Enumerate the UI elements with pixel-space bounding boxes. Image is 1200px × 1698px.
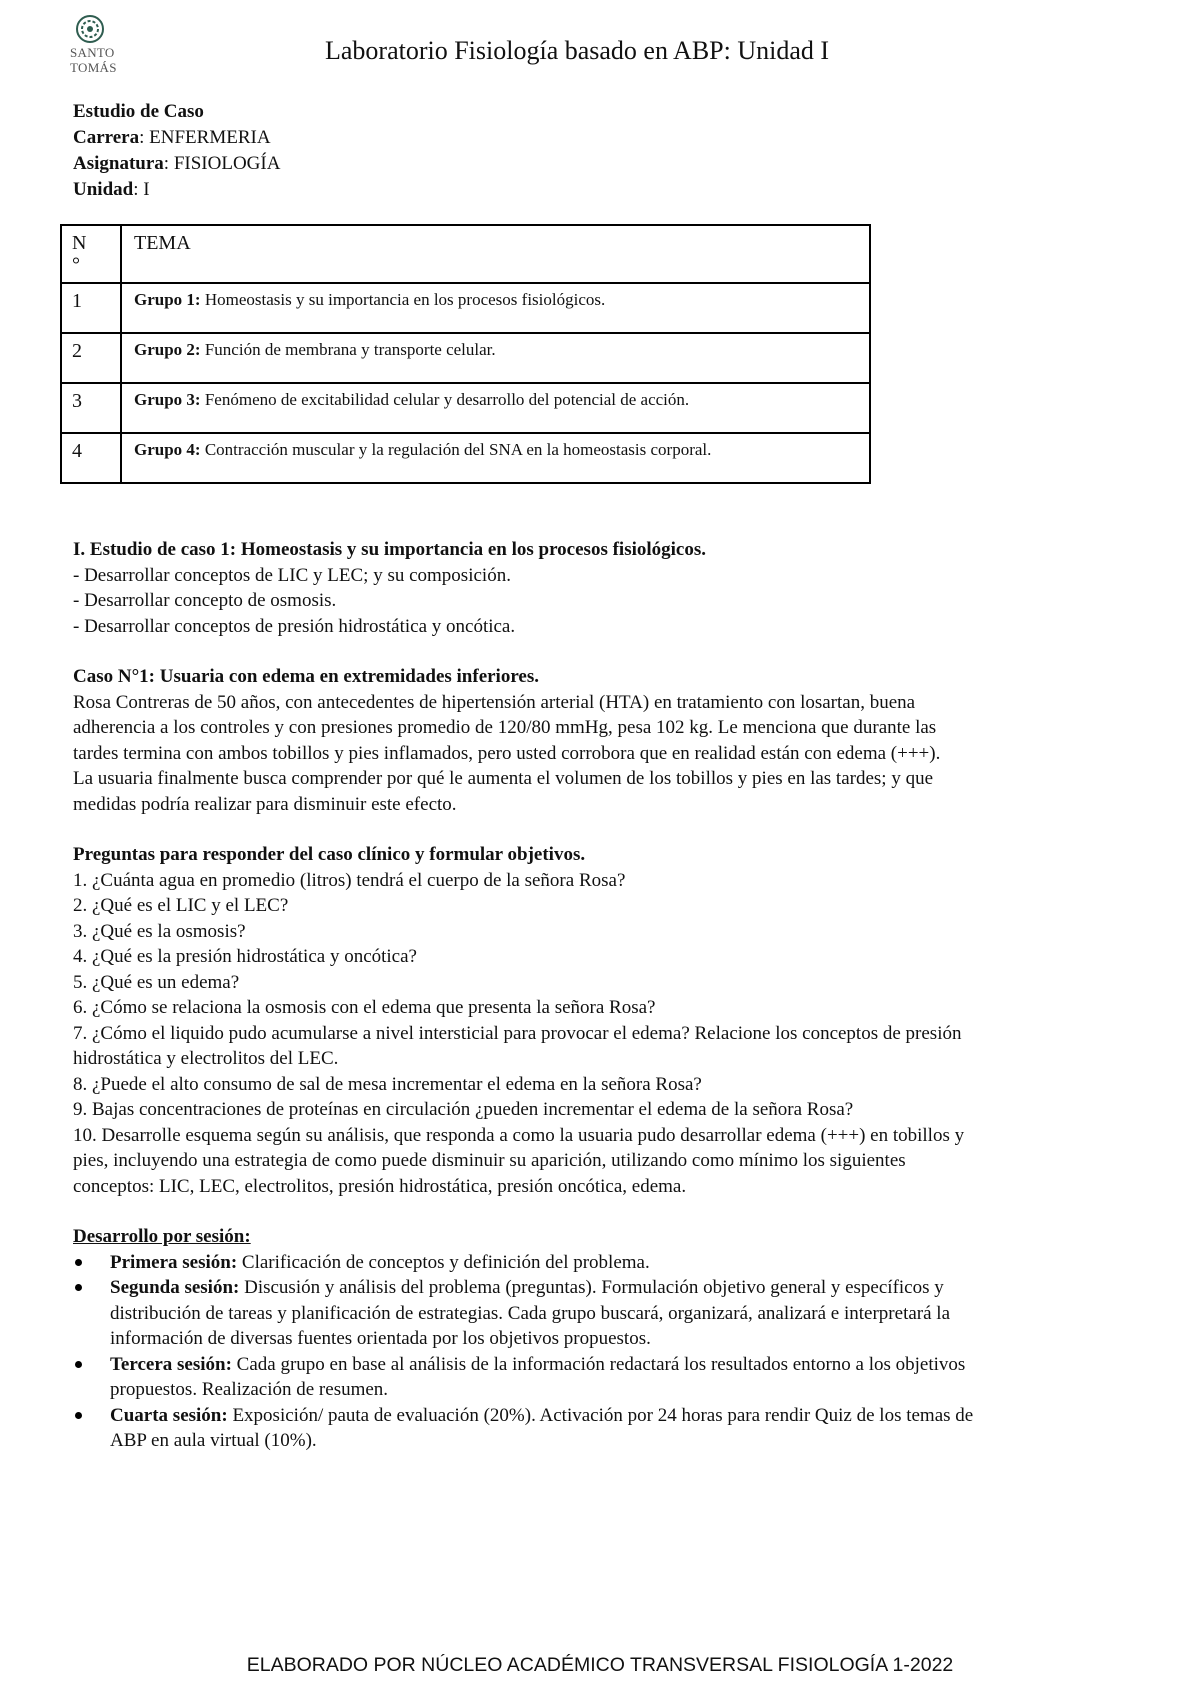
case-line: La usuaria finalmente busca comprender por qué le aumenta el volumen de los tobillos y pies en las tardes; y que	[73, 768, 934, 789]
logo-name-line2: TOMÁS	[70, 60, 117, 75]
sessions-heading: Desarrollo por sesión:	[73, 1226, 251, 1247]
session-text: Clarificación de conceptos y definición del problema.	[237, 1251, 650, 1273]
session-text: Exposición/ pauta de evaluación (20%). Activación por 24 horas para rendir Quiz de los temas de	[227, 1404, 974, 1426]
carrera-label: Carrera	[73, 127, 140, 148]
header-num-line2: °	[72, 254, 80, 276]
case-meta	[73, 99, 280, 203]
bullet-icon	[75, 1259, 82, 1266]
question-line: hidrostática y electrolitos del LEC.	[73, 1048, 339, 1069]
session-text: Discusión y análisis del problema (preguntas). Formulación objetivo general y específicos y	[239, 1277, 944, 1298]
case-line: Rosa Contreras de 50 años, con antecedentes de hipertensión arterial (HTA) en tratamiento con losartan, buena	[73, 691, 916, 713]
row-topic-cell	[121, 383, 870, 433]
question-line: 1. ¿Cuánta agua en promedio (litros) tendrá el cuerpo de la señora Rosa?	[73, 869, 626, 891]
institution-logo	[70, 14, 117, 75]
case-line: medidas podría realizar para disminuir este efecto.	[73, 793, 457, 815]
header-num-line1: N	[72, 232, 87, 254]
bullet-icon	[75, 1412, 82, 1419]
crest-icon	[75, 14, 105, 44]
case-line: adherencia a los controles y con presiones promedio de 120/80 mmHg, pesa 102 kg. Le menciona que durante las	[73, 717, 937, 738]
table-header-row	[61, 225, 870, 283]
question-line: 3. ¿Qué es la osmosis?	[73, 920, 246, 942]
study-heading: I. Estudio de caso 1: Homeostasis y su importancia en los procesos fisiológicos.	[73, 539, 707, 560]
document-body	[73, 537, 1133, 1454]
session-label: Cuarta sesión:	[110, 1404, 228, 1426]
questions-heading: Preguntas para responder del caso clínico y formular objetivos.	[73, 844, 586, 865]
row-num: 3	[61, 383, 121, 433]
row-topic: Fenómeno de excitabilidad celular y desarrollo del potencial de acción.	[200, 390, 690, 409]
table-row	[61, 333, 870, 383]
question-line: conceptos: LIC, LEC, electrolitos, presión hidrostática, presión oncótica, edema.	[73, 1175, 687, 1197]
unidad-value: : I	[133, 179, 150, 200]
question-line: 8. ¿Puede el alto consumo de sal de mesa incrementar el edema en la señora Rosa?	[73, 1073, 702, 1095]
row-group: Grupo 3:	[134, 390, 201, 409]
row-topic: Función de membrana y transporte celular.	[200, 340, 496, 359]
topics-table	[60, 224, 871, 484]
row-group: Grupo 2:	[134, 340, 201, 359]
header-tema: TEMA	[134, 232, 191, 254]
row-group: Grupo 4:	[134, 440, 201, 459]
footer-credit: ELABORADO POR NÚCLEO ACADÉMICO TRANSVERSAL FISIOLOGÍA 1-2022	[246, 1654, 954, 1676]
study-point: - Desarrollar conceptos de presión hidrostática y oncótica.	[73, 615, 516, 637]
session-label: Primera sesión:	[110, 1251, 238, 1273]
unidad-label: Unidad	[73, 179, 134, 200]
session-item	[73, 1352, 1133, 1403]
case-line: tardes termina con ambos tobillos y pies inflamados, pero usted corrobora que en realidad están con edema (+++).	[73, 742, 941, 764]
meta-heading: Estudio de Caso	[73, 101, 204, 122]
question-line: 4. ¿Qué es la presión hidrostática y oncótica?	[73, 946, 417, 967]
asignatura-value: : FISIOLOGÍA	[163, 153, 281, 174]
session-item	[73, 1250, 1133, 1276]
row-topic: Contracción muscular y la regulación del SNA en la homeostasis corporal.	[200, 440, 712, 459]
table-row	[61, 433, 870, 483]
study-point: - Desarrollar conceptos de LIC y LEC; y su composición.	[73, 564, 511, 586]
session-text: distribución de tareas y planificación de estrategias. Cada grupo buscará, organizará, analizará e interpretará la	[110, 1302, 950, 1324]
sessions-list	[73, 1250, 1133, 1454]
question-line: 7. ¿Cómo el liquido pudo acumularse a nivel intersticial para provocar el edema? Relacione los conceptos de presión	[73, 1022, 962, 1044]
session-item	[73, 1275, 1133, 1352]
row-topic-cell	[121, 433, 870, 483]
study-point: - Desarrollar concepto de osmosis.	[73, 590, 337, 611]
row-num: 2	[61, 333, 121, 383]
carrera-value: : ENFERMERIA	[139, 127, 271, 148]
session-text: información de diversas fuentes orientada por los objetivos propuestos.	[110, 1328, 651, 1349]
question-line: pies, incluyendo una estrategia de como puede disminuir su aparición, utilizando como mínimo los siguientes	[73, 1150, 906, 1171]
case-heading: Caso N°1: Usuaria con edema en extremidades inferiores.	[73, 666, 540, 687]
asignatura-label: Asignatura	[73, 153, 164, 174]
row-topic-cell	[121, 333, 870, 383]
session-text: ABP en aula virtual (10%).	[110, 1430, 317, 1451]
session-text: Cada grupo en base al análisis de la información redactará los resultados entorno a los objetivos	[231, 1353, 966, 1375]
session-label: Tercera sesión:	[110, 1353, 232, 1375]
table-row	[61, 383, 870, 433]
table-row	[61, 283, 870, 333]
row-topic-cell	[121, 283, 870, 333]
session-label: Segunda sesión:	[110, 1277, 240, 1298]
question-line: 2. ¿Qué es el LIC y el LEC?	[73, 895, 289, 916]
bullet-icon	[75, 1361, 82, 1368]
logo-name-line1: SANTO	[70, 45, 115, 60]
question-line: 5. ¿Qué es un edema?	[73, 971, 240, 993]
page-title: Laboratorio Fisiología basado en ABP: Unidad I	[325, 36, 830, 65]
row-num: 1	[61, 283, 121, 333]
header-tema-cell	[121, 225, 870, 283]
session-text: propuestos. Realización de resumen.	[110, 1379, 389, 1400]
question-line: 10. Desarrolle esquema según su análisis, que responda a como la usuaria pudo desarrollar edema (+++) en tobillos y	[73, 1124, 965, 1146]
session-item	[73, 1403, 1133, 1454]
question-line: 9. Bajas concentraciones de proteínas en circulación ¿pueden incrementar el edema de la señora Rosa?	[73, 1099, 854, 1120]
row-num: 4	[61, 433, 121, 483]
question-line: 6. ¿Cómo se relaciona la osmosis con el edema que presenta la señora Rosa?	[73, 997, 656, 1018]
bullet-icon	[75, 1284, 82, 1291]
row-topic: Homeostasis y su importancia en los procesos fisiológicos.	[200, 290, 606, 309]
row-group: Grupo 1:	[134, 290, 201, 309]
header-num-cell	[61, 225, 121, 283]
